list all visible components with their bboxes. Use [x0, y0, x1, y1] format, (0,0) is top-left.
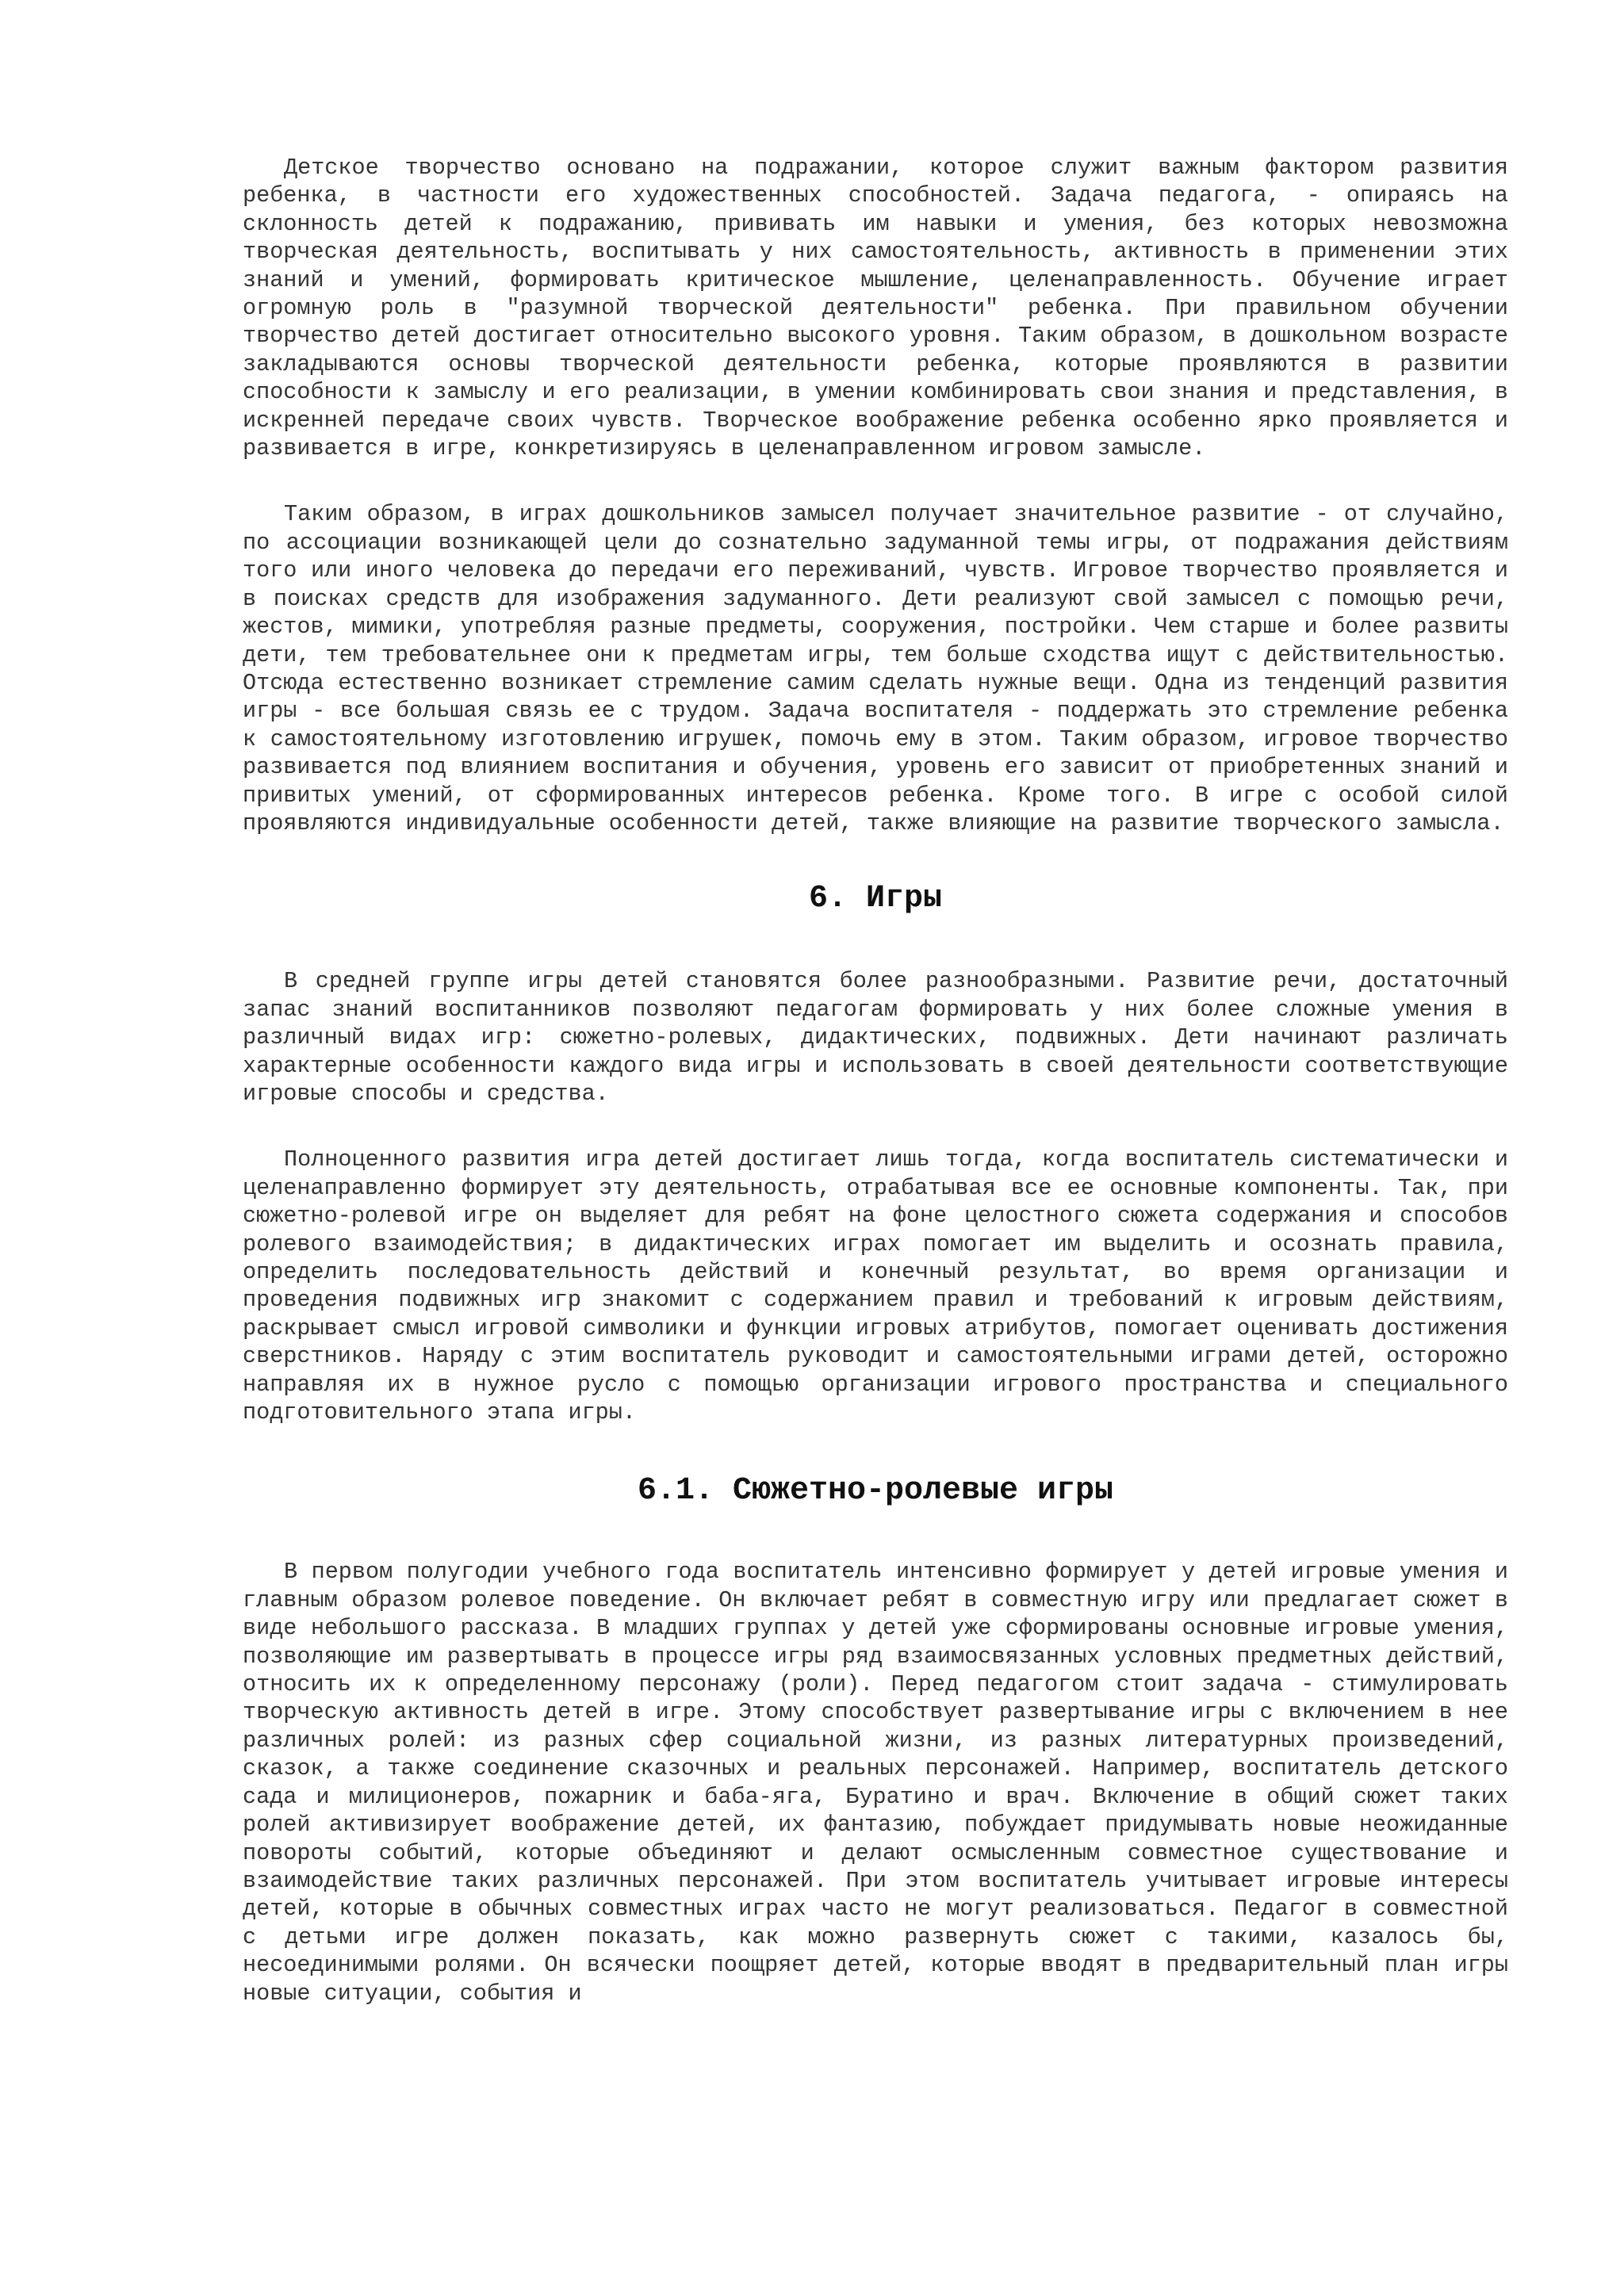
- paragraph-intro-2: Таким образом, в играх дошкольников замысел получает значительное развитие - от случайно, по ассоциации возникающей цели до сознательно задуманной темы игры, от подражания действиям того или иного человека до передачи его переживаний, чувств. Игровое творчество проявляется и в поисках средств для изображения задуманного. Дети реализуют свой замысел с помощью речи, жестов, мимики, употребляя разные предметы, сооружения, постройки. Чем старше и более развиты дети, тем требовательнее они к предметам игры, тем больше сходства ищут с действительностью. Отсюда естественно возникает стремление самим сделать нужные вещи. Одна из тенденций развития игры - все большая связь ее с трудом. Задача воспитателя - поддержать это стремление ребенка к самостоятельному изготовлению игрушек, помочь ему в этом. Таким образом, игровое творчество развивается под влиянием воспитания и обучения, уровень его зависит от приобретенных знаний и привитых умений, от сформированных интересов ребенка. Кроме того. В игре с особой силой проявляются индивидуальные особенности детей, также влияющие на развитие творческого замысла.: [243, 501, 1508, 836]
- section-heading-games: 6. Игры: [808, 881, 943, 917]
- paragraph-games-1: В средней группе игры детей становятся более разнообразными. Развитие речи, достаточный запас знаний воспитанников позволяют педагогам формировать у них более сложные умения в различный видах игр: сюжетно-ролевых, дидактических, подвижных. Дети начинают различать характерные особенности каждого вида игры и использовать в своей деятельности соответствующие игровые способы и средства.: [243, 968, 1508, 1107]
- paragraph-games-2: Полноценного развития игра детей достигает лишь тогда, когда воспитатель систематически и целенаправленно формирует эту деятельность, отрабатывая все ее основные компоненты. Так, при сюжетно-ролевой игре он выделяет для ребят на фоне целостного сюжета содержания и способов ролевого взаимодействия; в дидактических играх помогает им выделить и осознать правила, определить последовательность действий и конечный результат, во время организации и проведения подвижных игр знакомит с содержанием правил и требований к игровым действиям, раскрывает смысл игровой символики и функции игровых атрибутов, помогает оценивать достижения сверстников. Наряду с этим воспитатель руководит и самостоятельными играми детей, осторожно направляя их в нужное русло с помощью организации игрового пространства и специального подготовительного этапа игры.: [243, 1146, 1508, 1426]
- page-content: [243, 154, 1508, 2007]
- subsection-heading-role-games: 6.1. Сюжетно-ролевые игры: [637, 1473, 1114, 1510]
- paragraph-role-games-1: В первом полугодии учебного года воспитатель интенсивно формирует у детей игровые умения и главным образом ролевое поведение. Он включает ребят в совместную игру или предлагает сюжет в виде небольшого рассказа. В младших группах у детей уже сформированы основные игровые умения, позволяющие им развертывать в процессе игры ряд взаимосвязанных условных предметных действий, относить их к определенному персонажу (роли). Перед педагогом стоит задача - стимулировать творческую активность детей в игре. Этому способствует развертывание игры с включением в нее различных ролей: из разных сфер социальной жизни, из разных литературных произведений, сказок, а также соединение сказочных и реальных персонажей. Например, воспитатель детского сада и милиционеров, пожарник и баба-яга, Буратино и врач. Включение в общий сюжет таких ролей активизирует воображение детей, их фантазию, побуждает придумывать новые неожиданные повороты событий, которые объединяют и делают осмысленным совместное существование и взаимодействие таких различных персонажей. При этом воспитатель учитывает игровые интересы детей, которые в обычных совместных играх часто не могут реализоваться. Педагог в совместной с детьми игре должен показать, как можно развернуть сюжет с такими, казалось бы, несоединимыми ролями. Он всячески поощряет детей, которые вводят в предварительный план игры новые ситуации, события и: [243, 1559, 1508, 2007]
- paragraph-intro-1: Детское творчество основано на подражании, которое служит важным фактором развития ребенка, в частности его художественных способностей. Задача педагога, - опираясь на склонность детей к подражанию, прививать им навыки и умения, без которых невозможна творческая деятельность, воспитывать у них самостоятельность, активность в применении этих знаний и умений, формировать критическое мышление, целенаправленность. Обучение играет огромную роль в "разумной творческой деятельности" ребенка. При правильном обучении творчество детей достигает относительно высокого уровня. Таким образом, в дошкольном возрасте закладываются основы творческой деятельности ребенка, которые проявляются в развитии способности к замыслу и его реализации, в умении комбинировать свои знания и представления, в искренней передаче своих чувств. Творческое воображение ребенка особенно ярко проявляется и развивается в игре, конкретизируясь в целенаправленном игровом замысле.: [243, 155, 1508, 462]
